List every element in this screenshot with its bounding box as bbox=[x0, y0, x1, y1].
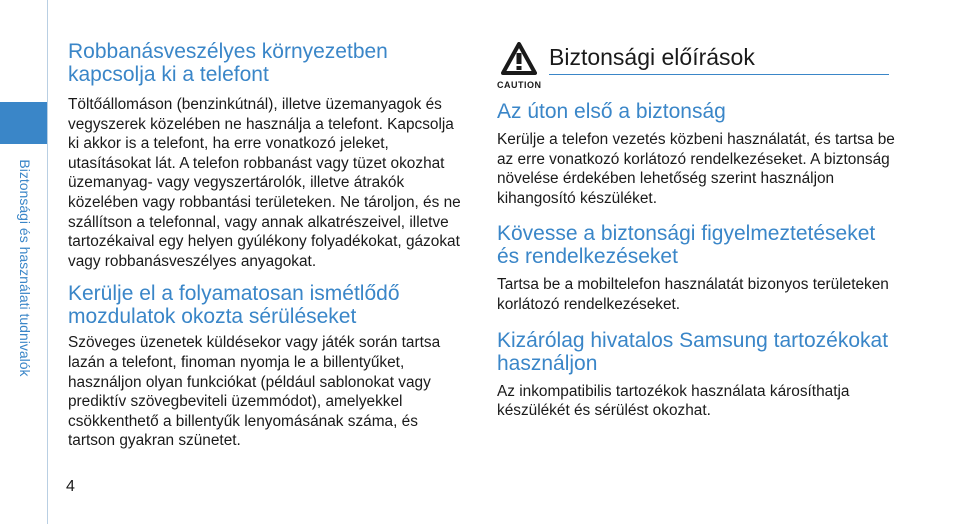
section-safety-warnings bbox=[497, 222, 897, 314]
paragraph-explosive-areas: Töltőállomáson (benzinkútnál), illetve üzemanyagok és vegyszerek közelében ne használja a telefont. Kapcsolja ki akkor is a telefont, ha erre vonatkozó jeleket, utasításokat lát. A telefon robbanást vagy tüzet okozhat üzemanyag- vagy vegyszertárolók, illetve átrakók közelében vagy robbantási területeken. Ne tároljon, és ne szállítson a telefonnal, vagy annak alkatrészeivel, illetve tartozékaival egy helyen gyúlékony folyadékokat, gázokat vagy robbanásveszélyes anyagokat. bbox=[68, 96, 461, 270]
left-column bbox=[68, 40, 463, 451]
section-road-safety bbox=[497, 100, 897, 208]
sidebar-divider bbox=[47, 0, 48, 524]
caution-badge bbox=[497, 42, 541, 92]
heading-road-safety: Az úton első a biztonság bbox=[497, 100, 726, 123]
paragraph-repetitive-motion: Szöveges üzenetek küldésekor vagy játék során tartsa lazán a telefont, finoman nyomja le a billentyűket, használjon olyan funkciókat (például sablonokat vagy prediktív szövegbeviteli üzemmódot), amelyekkel csökkenthető a billentyűk lenyomásának száma, és tartson gyakran szünetet. bbox=[68, 334, 441, 450]
heading-official-accessories: Kizárólag hivatalos Samsung tartozékokat használjon bbox=[497, 328, 889, 375]
caution-triangle-icon bbox=[501, 42, 537, 76]
paragraph-official-accessories: Az inkompatibilis tartozékok használata károsíthatja készülékét és sérülést okozhat. bbox=[497, 382, 850, 420]
caution-label: CAUTION bbox=[497, 80, 542, 90]
section-title: Biztonsági előírások bbox=[549, 44, 755, 70]
heading-repetitive-motion: Kerülje el a folyamatosan ismétlődő mozdulatok okozta sérüléseket bbox=[68, 282, 400, 329]
section-official-accessories bbox=[497, 329, 897, 421]
paragraph-road-safety: Kerülje a telefon vezetés közbeni használatát, és tartsa be az erre vonatkozó korlátozó rendelkezéseket. A biztonság növelése érdekében lehetőség szerint használjon kihangosító készüléket. bbox=[497, 131, 895, 207]
paragraph-safety-warnings: Tartsa be a mobiltelefon használatát bizonyos területeken korlátozó rendelkezéseket. bbox=[497, 276, 889, 313]
sidebar-chapter-label: Biztonsági és használati tudnivalók bbox=[17, 159, 33, 377]
heading-explosive-areas: Robbanásveszélyes környezetben kapcsolja ki a telefont bbox=[68, 40, 388, 86]
heading-safety-warnings: Kövesse a biztonsági figyelmeztetéseket és rendelkezéseket bbox=[497, 222, 876, 269]
section-title-rule bbox=[549, 74, 889, 75]
sidebar-accent-block bbox=[0, 102, 47, 144]
right-column bbox=[497, 100, 897, 435]
page-number: 4 bbox=[66, 478, 75, 495]
